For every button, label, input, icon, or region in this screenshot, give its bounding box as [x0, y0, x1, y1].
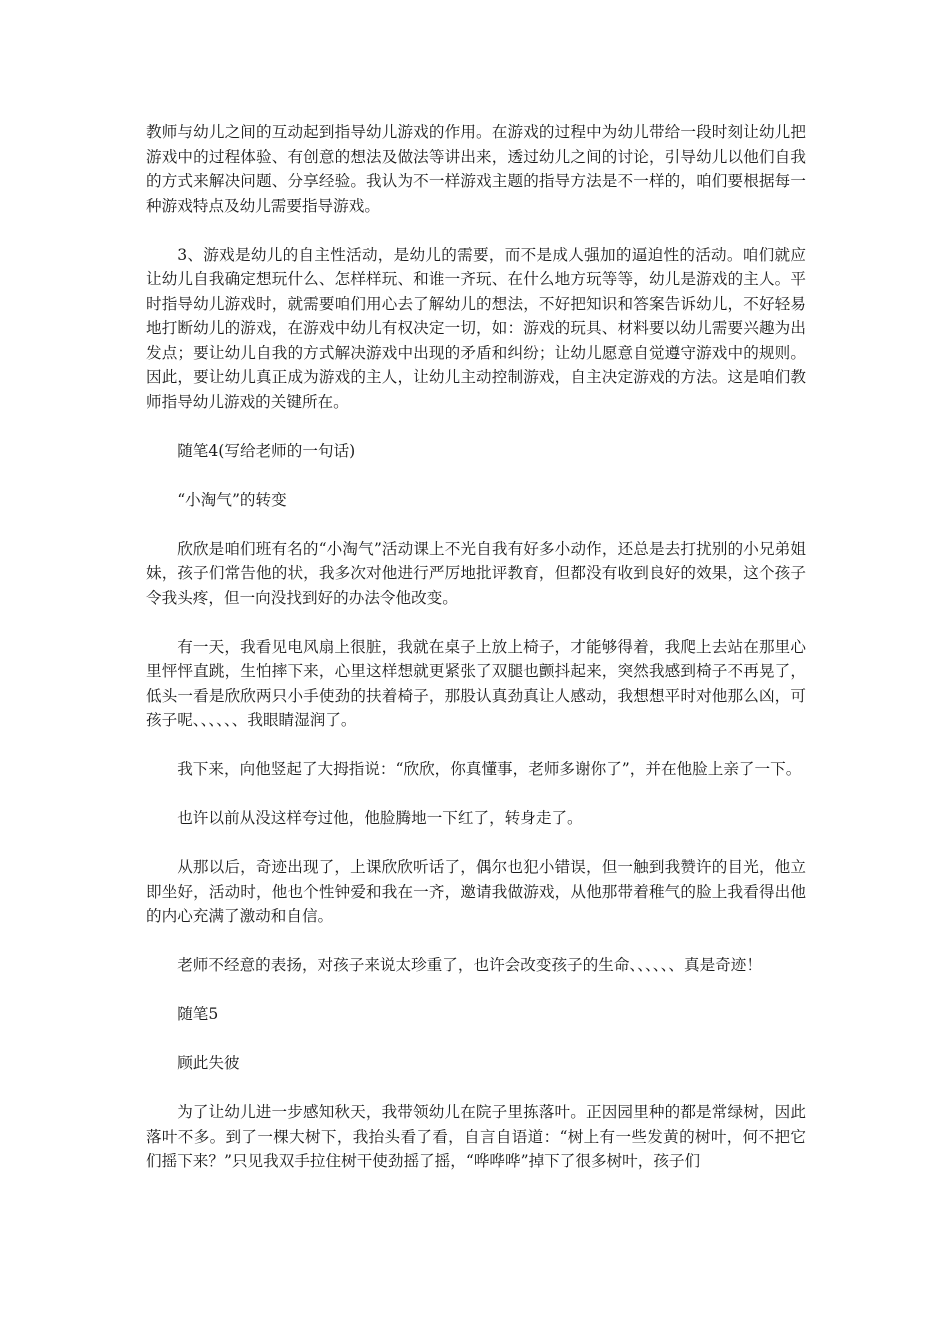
section-heading: 随笔4(写给老师的一句话)	[177, 441, 356, 460]
body-paragraph: 老师不经意的表扬，对孩子来说太珍重了，也许会改变孩子的生命、、、、、、真是奇迹！	[177, 956, 762, 974]
body-paragraph: 也许以前从没这样夸过他，他脸腾地一下红了，转身走了。	[177, 809, 583, 827]
body-paragraph: 有一天，我看见电风扇上很脏，我就在桌子上放上椅子，才能够得着，我爬上去站在那里心里怦怦直跳，生怕摔下来，心里这样想就更紧张了双腿也颤抖起来，突然我感到椅子不再晃了，低头一看是欣欣两只小手使劲的扶着椅子，那股认真劲真让人感动，我想想平时对他那么凶，可孩子呢、、、、、、我眼睛湿润了。	[146, 637, 806, 729]
body-paragraph: 欣欣是咱们班有名的“小淘气”活动课上不光自我有好多小动作，还总是去打扰别的小兄弟姐妹，孩子们常告他的状，我多次对他进行严厉地批评教育，但都没有收到良好的效果，这个孩子令我头疼，但一向没找到好的办法令他改变。	[146, 539, 806, 607]
section-heading: 随笔5	[177, 1005, 219, 1023]
body-paragraph: 我下来，向他竖起了大拇指说：“欣欣，你真懂事，老师多谢你了”，并在他脸上亲了一下。	[177, 760, 802, 778]
article-title: “小淘气”的转变	[177, 490, 287, 509]
document-page	[146, 120, 806, 1198]
article-title: 顾此失彼	[177, 1054, 240, 1072]
body-paragraph: 从那以后，奇迹出现了，上课欣欣听话了，偶尔也犯小错误，但一触到我赞许的目光，他立即坐好，活动时，他也个性钟爱和我在一齐，邀请我做游戏，从他那带着稚气的脸上我看得出他的内心充满了激动和自信。	[146, 858, 806, 925]
body-paragraph: 教师与幼儿之间的互动起到指导幼儿游戏的作用。在游戏的过程中为幼儿带给一段时刻让幼儿把游戏中的过程体验、有创意的想法及做法等讲出来，透过幼儿之间的讨论，引导幼儿以他们自我的方式来解决问题、分享经验。我认为不一样游戏主题的指导方法是不一样的，咱们要根据每一种游戏特点及幼儿需要指导游戏。	[146, 123, 806, 215]
body-paragraph: 3、游戏是幼儿的自主性活动，是幼儿的需要，而不是成人强加的逼迫性的活动。咱们就应让幼儿自我确定想玩什么、怎样样玩、和谁一齐玩、在什么地方玩等等，幼儿是游戏的主人。平时指导幼儿游戏时，就需要咱们用心去了解幼儿的想法，不好把知识和答案告诉幼儿，不好轻易地打断幼儿的游戏，在游戏中幼儿有权决定一切，如：游戏的玩具、材料要以幼儿需要兴趣为出发点；要让幼儿自我的方式解决游戏中出现的矛盾和纠纷；让幼儿愿意自觉遵守游戏中的规则。因此，要让幼儿真正成为游戏的主人，让幼儿主动控制游戏，自主决定游戏的方法。这是咱们教师指导幼儿游戏的关键所在。	[146, 245, 806, 411]
body-paragraph: 为了让幼儿进一步感知秋天，我带领幼儿在院子里拣落叶。正因园里种的都是常绿树，因此落叶不多。到了一棵大树下，我抬头看了看，自言自语道：“树上有一些发黄的树叶，何不把它们摇下来？”只见我双手拉住树干使劲摇了摇，“哗哗哗”掉下了很多树叶，孩子们	[146, 1103, 806, 1170]
